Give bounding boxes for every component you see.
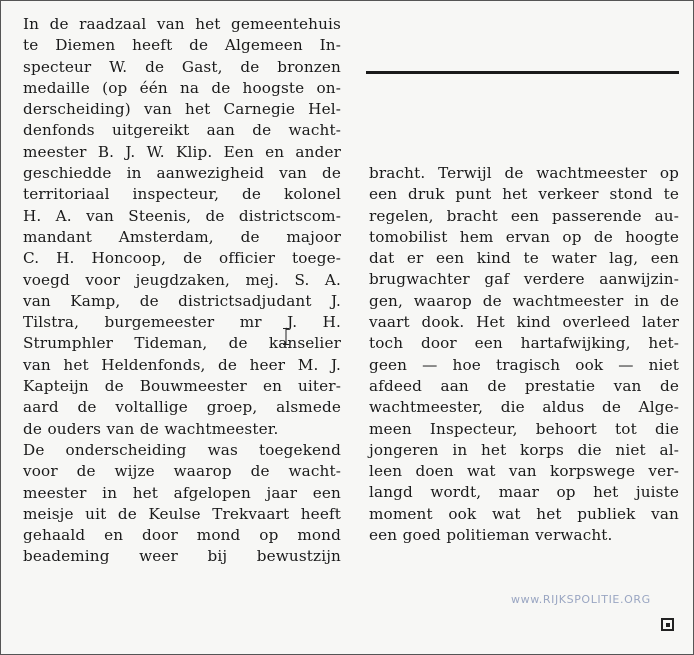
text-line: In de raadzaal van het gemeentehuis [23,15,341,33]
text-line: van het Heldenfonds, de heer M. J. [23,355,341,374]
text-line: medaille (op één na de hoogste on- [23,78,341,97]
text-line: denfonds uitgereikt aan de wacht- [23,121,341,140]
text-line: van Kamp, de districtsadjudant J. [23,291,341,310]
text-line: territoriaal inspecteur, de kolonel [23,185,341,204]
text-line: meen Inspecteur, behoort tot die [369,419,679,438]
column-divider-rule [366,71,679,74]
text-line: specteur W. de Gast, de bronzen [23,57,341,76]
text-line: moment ook wat het publiek van [369,504,679,523]
text-line: derscheiding) van het Carnegie Hel- [23,100,341,119]
watermark: www.RIJKSPOLITIE.ORG [511,593,651,606]
text-line: regelen, bracht een passerende au- [369,206,679,225]
corner-square-icon[interactable] [661,618,674,631]
text-line: toch door een hartafwijking, het- [369,334,679,353]
text-line: aard de voltallige groep, alsmede [23,398,341,417]
text-line: langd wordt, maar op het juiste [369,483,679,502]
text-line: dat er een kind te water lag, een [369,249,679,268]
article-right-column [369,163,679,546]
text-line: brugwachter gaf verdere aanwijzin- [369,270,679,289]
text-line: meester in het afgelopen jaar een [23,483,341,502]
text-line: H. A. van Steenis, de districtscom- [23,206,341,225]
text-line: De onderscheiding was toegekend [23,440,341,459]
text-line: beademing weer bij bewustzijn [23,547,341,566]
text-line: leen doen wat van korpswege ver- [369,462,679,481]
text-line: gen, waarop de wachtmeester in de [369,291,679,310]
text-line: Tilstra, burgemeester mr J. H. [23,313,341,332]
text-line: geen — hoe tragisch ook — niet [369,355,679,374]
text-line: voegd voor jeugdzaken, mej. S. A. [23,270,341,289]
text-line: een druk punt het verkeer stond te [369,185,679,204]
text-line: wachtmeester, die aldus de Alge- [369,398,679,417]
text-line: vaart dook. Het kind overleed later [369,313,679,332]
article-left-column [23,14,341,568]
text-line: meisje uit de Keulse Trekvaart heeft [23,504,341,523]
text-line: jongeren in het korps die niet al- [369,440,679,459]
text-line: te Diemen heeft de Algemeen In- [23,36,341,55]
text-line: meester B. J. W. Klip. Een en ander [23,142,341,161]
text-line: Kapteijn de Bouwmeester en uiter- [23,377,341,396]
text-line: bracht. Terwijl de wachtmeester op [369,164,679,182]
text-line: gehaald en door mond op mond [23,526,341,545]
text-line: voor de wijze waarop de wacht- [23,462,341,481]
text-line: afdeed aan de prestatie van de [369,376,679,395]
text-line: tomobilist hem ervan op de hoogte [369,227,679,246]
text-line: een goed politieman verwacht. [369,526,613,545]
text-line: Strumphler Tideman, de kanselier [23,334,341,353]
text-line: de ouders van de wachtmeester. [23,419,279,438]
text-line: geschiedde in aanwezigheid van de [23,164,341,183]
text-line: mandant Amsterdam, de majoor [23,227,341,246]
text-cursor-icon [283,328,289,345]
text-line: C. H. Honcoop, de officier toege- [23,249,341,268]
